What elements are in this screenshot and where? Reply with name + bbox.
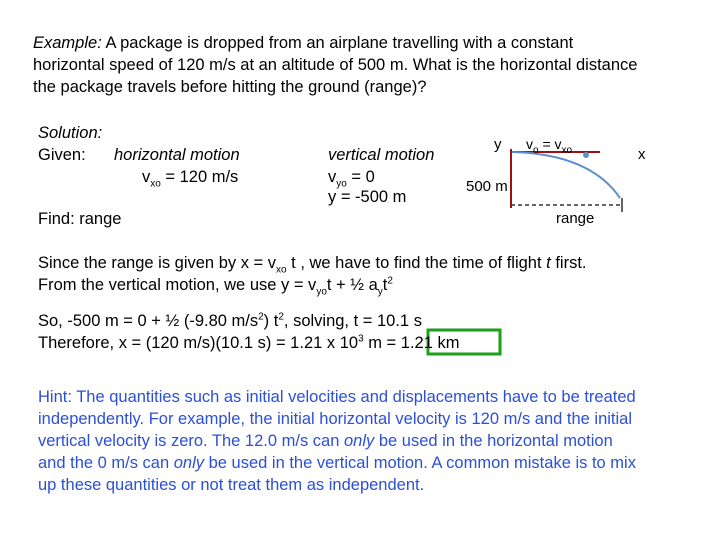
exp2-c: t <box>382 276 388 294</box>
calc1-sup1: 2 <box>258 311 264 323</box>
exp1-c: first. <box>550 254 587 272</box>
example-line-2: horizontal speed of 120 m/s at an altitude of 500 m. What is the horizontal distance <box>33 56 638 74</box>
exp2-sup: 2 <box>387 275 393 287</box>
hint4-b: be used in the vertical motion. A common mistake is to mix <box>204 454 636 472</box>
explanation-line-1 <box>38 252 586 274</box>
vyo-sub: yo <box>336 178 347 190</box>
calc-line-1 <box>38 310 422 332</box>
calc2-sup: 3 <box>358 333 364 345</box>
hint3-b: be used in the horizontal motion <box>374 432 613 450</box>
vxo-sub: xo <box>150 178 161 190</box>
vxo-var: v <box>142 168 151 186</box>
dv-eq: = v <box>538 136 562 152</box>
exp1-a: Since the range is given by x = v <box>38 254 277 272</box>
dv-sub: o <box>533 144 539 156</box>
exp2-sub2: y <box>377 286 383 298</box>
vyo-var: v <box>328 168 337 186</box>
trajectory-curve <box>512 152 620 198</box>
vxo-rest: = 120 m/s <box>160 168 239 186</box>
exp1-b: t , we have to find the time of flight <box>286 254 547 272</box>
vyo-rest: = 0 <box>346 168 375 186</box>
diagram-velocity-label <box>526 136 573 156</box>
calc1-b: ) t <box>263 312 279 330</box>
diagram-y-label: y <box>494 136 502 153</box>
given-label: Given: <box>38 146 86 164</box>
diagram-range-label: range <box>556 210 595 227</box>
find-label: Find: range <box>38 210 122 228</box>
hint3-em: only <box>343 432 375 450</box>
dv-sub2: xo <box>561 144 573 156</box>
hint-line-1: Hint: The quantities such as initial velocities and displacements have to be treated <box>38 388 636 406</box>
example-line-3: the package travels before hitting the ground (range)? <box>33 78 427 96</box>
exp1-t: t <box>546 254 551 272</box>
calc1-c: , solving, t = 10.1 s <box>283 312 422 330</box>
diagram-x-label: x <box>638 146 646 163</box>
exp2-b: t + ½ a <box>326 276 378 294</box>
hint3-a: vertical velocity is zero. The 12.0 m/s can <box>38 432 344 450</box>
calc2-b: m = 1.21 km <box>363 334 460 352</box>
example-text-1: A package is dropped from an airplane travelling with a constant <box>101 34 574 52</box>
horizontal-heading: horizontal motion <box>114 146 240 164</box>
dv-var: v <box>526 136 533 152</box>
example-lead: Example: <box>33 34 102 52</box>
vertical-heading: vertical motion <box>328 146 435 164</box>
calc-line-2 <box>38 332 459 354</box>
solution-title: Solution: <box>38 124 103 142</box>
calc1-sup2: 2 <box>278 311 284 323</box>
hint-line-3 <box>38 430 613 452</box>
hint-line-5: up these quantities or not treat them as independent. <box>38 476 425 494</box>
exp1-sub: xo <box>276 264 287 276</box>
hint4-em: only <box>173 454 205 472</box>
calc2-a: Therefore, x = (120 m/s)(10.1 s) = 1.21 x 10 <box>38 334 359 352</box>
hint4-a: and the 0 m/s can <box>38 454 174 472</box>
calc1-a: So, -500 m = 0 + ½ (-9.80 m/s <box>38 312 259 330</box>
y-displacement: y = -500 m <box>328 188 407 206</box>
explanation-line-2 <box>38 274 393 296</box>
exp2-sub1: yo <box>316 286 327 298</box>
hint-line-2: independently. For example, the initial horizontal velocity is 120 m/s and the initial <box>38 410 633 428</box>
exp2-a: From the vertical motion, we use y = v <box>38 276 317 294</box>
hint-line-4 <box>38 452 636 474</box>
diagram-height-label: 500 m <box>466 178 508 195</box>
package-dot <box>583 152 589 158</box>
